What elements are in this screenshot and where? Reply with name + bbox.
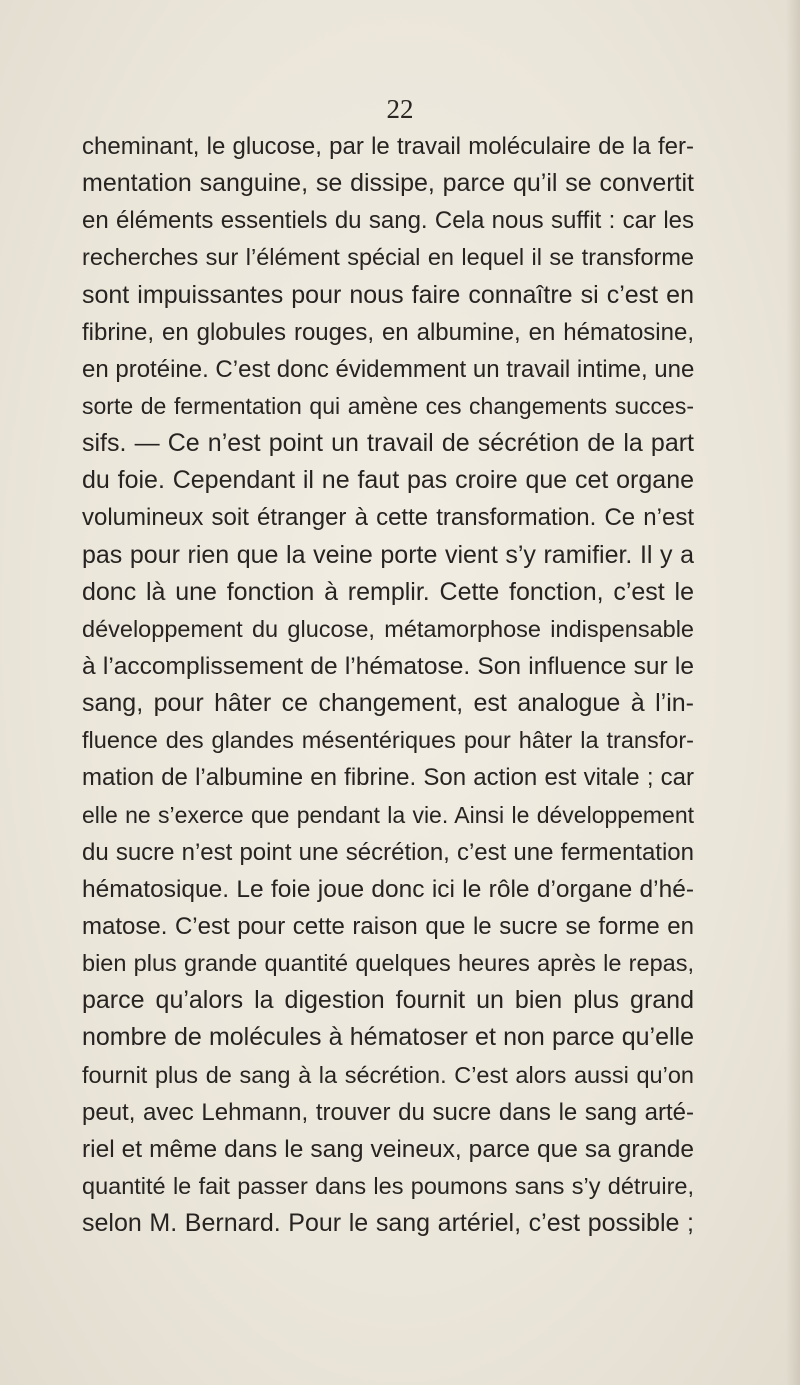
text-line: mation de l’albumine en fibrine. Son action est vitale ; car bbox=[82, 764, 694, 792]
text-line: cheminant, le glucose, par le travail moléculaire de la fer- bbox=[82, 133, 694, 160]
text-line: pas pour rien que la veine porte vient s’y ramifier. Il y a bbox=[82, 540, 694, 569]
page-number: 22 bbox=[386, 94, 414, 124]
body-text bbox=[82, 128, 694, 1242]
text-line: donc là une fonction à remplir. Cette fonction, c’est le bbox=[82, 577, 694, 606]
page-edge-shadow bbox=[786, 0, 800, 1385]
text-line: sont impuissantes pour nous faire connaître si c’est en bbox=[82, 280, 694, 309]
text-line: en protéine. C’est donc évidemment un travail intime, une bbox=[82, 355, 694, 383]
text-line: riel et même dans le sang veineux, parce que sa grande bbox=[82, 1135, 694, 1163]
text-line: sorte de fermentation qui amène ces changements succes- bbox=[82, 392, 694, 419]
text-line: sifs. — Ce n’est point un travail de sécrétion de la part bbox=[82, 429, 694, 458]
text-line: en éléments essentiels du sang. Cela nous suffit : car les bbox=[82, 207, 694, 235]
text-line: bien plus grande quantité quelques heures après le repas, bbox=[82, 950, 694, 977]
text-line: selon M. Bernard. Pour le sang artériel, c’est possible ; bbox=[82, 1209, 694, 1238]
text-line: volumineux soit étranger à cette transformation. Ce n’est bbox=[82, 504, 694, 532]
text-line: elle ne s’exerce que pendant la vie. Ainsi le développement bbox=[82, 801, 694, 828]
text-line: nombre de molécules à hématoser et non parce qu’elle bbox=[82, 1023, 694, 1052]
text-line: du sucre n’est point une sécrétion, c’est une fermentation bbox=[82, 838, 694, 866]
text-line: peut, avec Lehmann, trouver du sucre dans le sang arté- bbox=[82, 1098, 694, 1126]
text-line: sang, pour hâter ce changement, est analogue à l’in- bbox=[82, 689, 694, 718]
text-line: fluence des glandes mésentériques pour hâter la transfor- bbox=[82, 727, 694, 754]
text-line: matose. C’est pour cette raison que le sucre se forme en bbox=[82, 912, 694, 940]
text-line: fibrine, en globules rouges, en albumine, en hématosine, bbox=[82, 318, 694, 346]
text-line: parce qu’alors la digestion fournit un bien plus grand bbox=[82, 986, 694, 1015]
text-line: hématosique. Le foie joue donc ici le rôle d’organe d’hé- bbox=[82, 875, 694, 903]
text-line: à l’accomplissement de l’hématose. Son influence sur le bbox=[82, 652, 694, 680]
text-line: développement du glucose, métamorphose indispensable bbox=[82, 615, 694, 642]
text-line: mentation sanguine, se dissipe, parce qu’il se convertit bbox=[82, 169, 694, 198]
text-line: quantité le fait passer dans les poumons sans s’y détruire, bbox=[82, 1172, 694, 1199]
text-line: recherches sur l’élément spécial en lequel il se transforme bbox=[82, 244, 694, 271]
text-line: fournit plus de sang à la sécrétion. C’est alors aussi qu’on bbox=[82, 1061, 694, 1088]
text-line: du foie. Cependant il ne faut pas croire que cet organe bbox=[82, 466, 694, 495]
